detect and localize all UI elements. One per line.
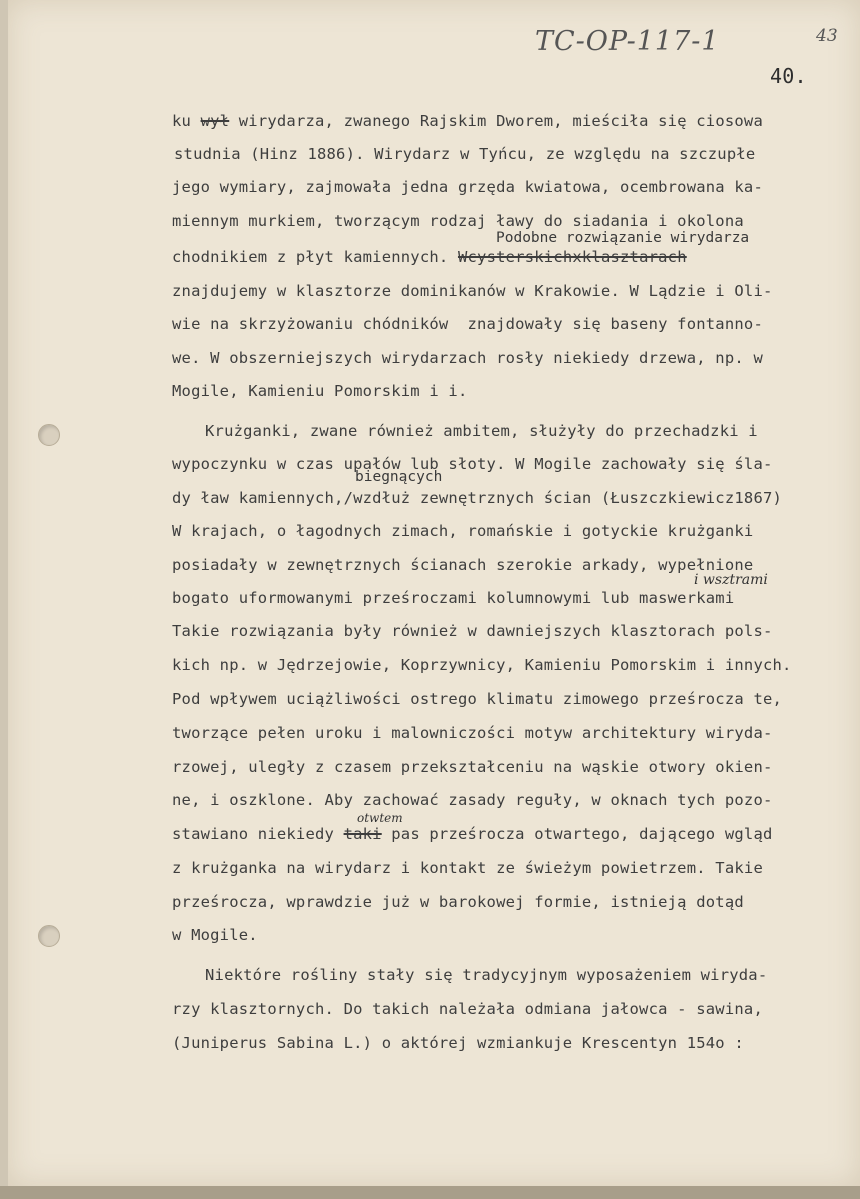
text-line-20: rzowej, uległy z czasem przekształceniu na wąskie otwory okien- bbox=[172, 758, 773, 776]
text-line-23: z krużganka na wirydarz i kontakt ze świeżym powietrzem. Takie bbox=[172, 859, 763, 877]
text-line-17: kich np. w Jędrzejowie, Koprzywnicy, Kamieniu Pomorskim i innych. bbox=[172, 656, 792, 674]
text-line-19: tworzące pełen uroku i malowniczości motyw architektury wiryda- bbox=[172, 724, 773, 742]
punch-hole-top bbox=[38, 424, 60, 446]
archive-reference: TC-OP-117-1 bbox=[535, 26, 720, 57]
text-line-6: znajdujemy w klasztorze dominikanów w Krakowie. W Lądzie i Oli- bbox=[172, 282, 773, 300]
text-line-27: rzy klasztornych. Do takich należała odmiana jałowca - sawina, bbox=[172, 1000, 763, 1018]
text-line-18: Pod wpływem uciążliwości ostrego klimatu zimowego prześrocza te, bbox=[172, 690, 783, 708]
text-line-26: Niektóre rośliny stały się tradycyjnym wyposażeniem wiryda- bbox=[205, 966, 768, 984]
text-line-22: stawiano niekiedy taki pas prześrocza otwartego, dającego wgląd bbox=[172, 825, 773, 843]
text-line-28: (Juniperus Sabina L.) o aktórej wzmiankuje Krescentyn 154o : bbox=[172, 1034, 744, 1052]
text-line-7: wie na skrzyżowaniu chódników znajdowały się baseny fontanno- bbox=[172, 315, 763, 333]
text-line-24: prześrocza, wprawdzie już w barokowej formie, istnieją dotąd bbox=[172, 893, 744, 911]
text-line-10: Krużganki, zwane również ambitem, służyły do przechadzki i bbox=[205, 422, 758, 440]
struck-word: wył bbox=[200, 112, 230, 130]
text-line-21: ne, i oszklone. Aby zachować zasady reguły, w oknach tych pozo- bbox=[172, 791, 773, 809]
page-edge bbox=[0, 1186, 860, 1199]
archive-page-number: 43 bbox=[816, 26, 838, 46]
struck-phrase: Wcysterskichxklasztarach bbox=[457, 248, 687, 266]
text-line-8: we. W obszerniejszych wirydarzach rosły niekiedy drzewa, np. w bbox=[172, 349, 763, 367]
text-line-13: W krajach, o łagodnych zimach, romańskie i gotyckie krużganki bbox=[172, 522, 754, 540]
handwritten-insert-2: otwtem bbox=[357, 811, 403, 825]
text-line-16: Takie rozwiązania były również w dawniejszych klasztorach pols- bbox=[172, 622, 773, 640]
text-line-2: studnia (Hinz 1886). Wirydarz w Tyńcu, ze względu na szczupłe bbox=[174, 145, 756, 163]
text-line-25: w Mogile. bbox=[172, 926, 258, 944]
text-line-14: posiadały w zewnętrznych ścianach szerokie arkady, wypełnione bbox=[172, 556, 754, 574]
text-line-11: wypoczynku w czas upałów lub słoty. W Mogile zachowały się śla- bbox=[172, 455, 773, 473]
text-line-15: bogato uformowanymi prześroczami kolumnowymi lub maswerkami bbox=[172, 589, 735, 607]
text-line-4: miennym murkiem, tworzącym rodzaj ławy do siadania i okolona bbox=[172, 212, 744, 230]
interlinear-insert: Podobne rozwiązanie wirydarza bbox=[496, 230, 750, 246]
struck-word-2: taki bbox=[343, 825, 382, 843]
text-line-1: ku wył wirydarza, zwanego Rajskim Dworem, mieściła się ciosowa bbox=[172, 112, 763, 130]
interlinear-insert-2: biegnących bbox=[355, 469, 443, 485]
text-line-9: Mogile, Kamieniu Pomorskim i i. bbox=[172, 382, 468, 400]
page-number: 40. bbox=[770, 64, 807, 88]
punch-hole-bottom bbox=[38, 925, 60, 947]
text-line-3: jego wymiary, zajmowała jedna grzęda kwiatowa, ocembrowana ka- bbox=[172, 178, 763, 196]
handwritten-insert: i wsztrami bbox=[694, 572, 768, 588]
text-line-12: dy ław kamiennych,/wzdłuż zewnętrznych ścian (Łuszczkiewicz1867) bbox=[172, 489, 783, 507]
text-line-5: chodnikiem z płyt kamiennych. Wcysterskichxklasztarach bbox=[172, 248, 687, 266]
